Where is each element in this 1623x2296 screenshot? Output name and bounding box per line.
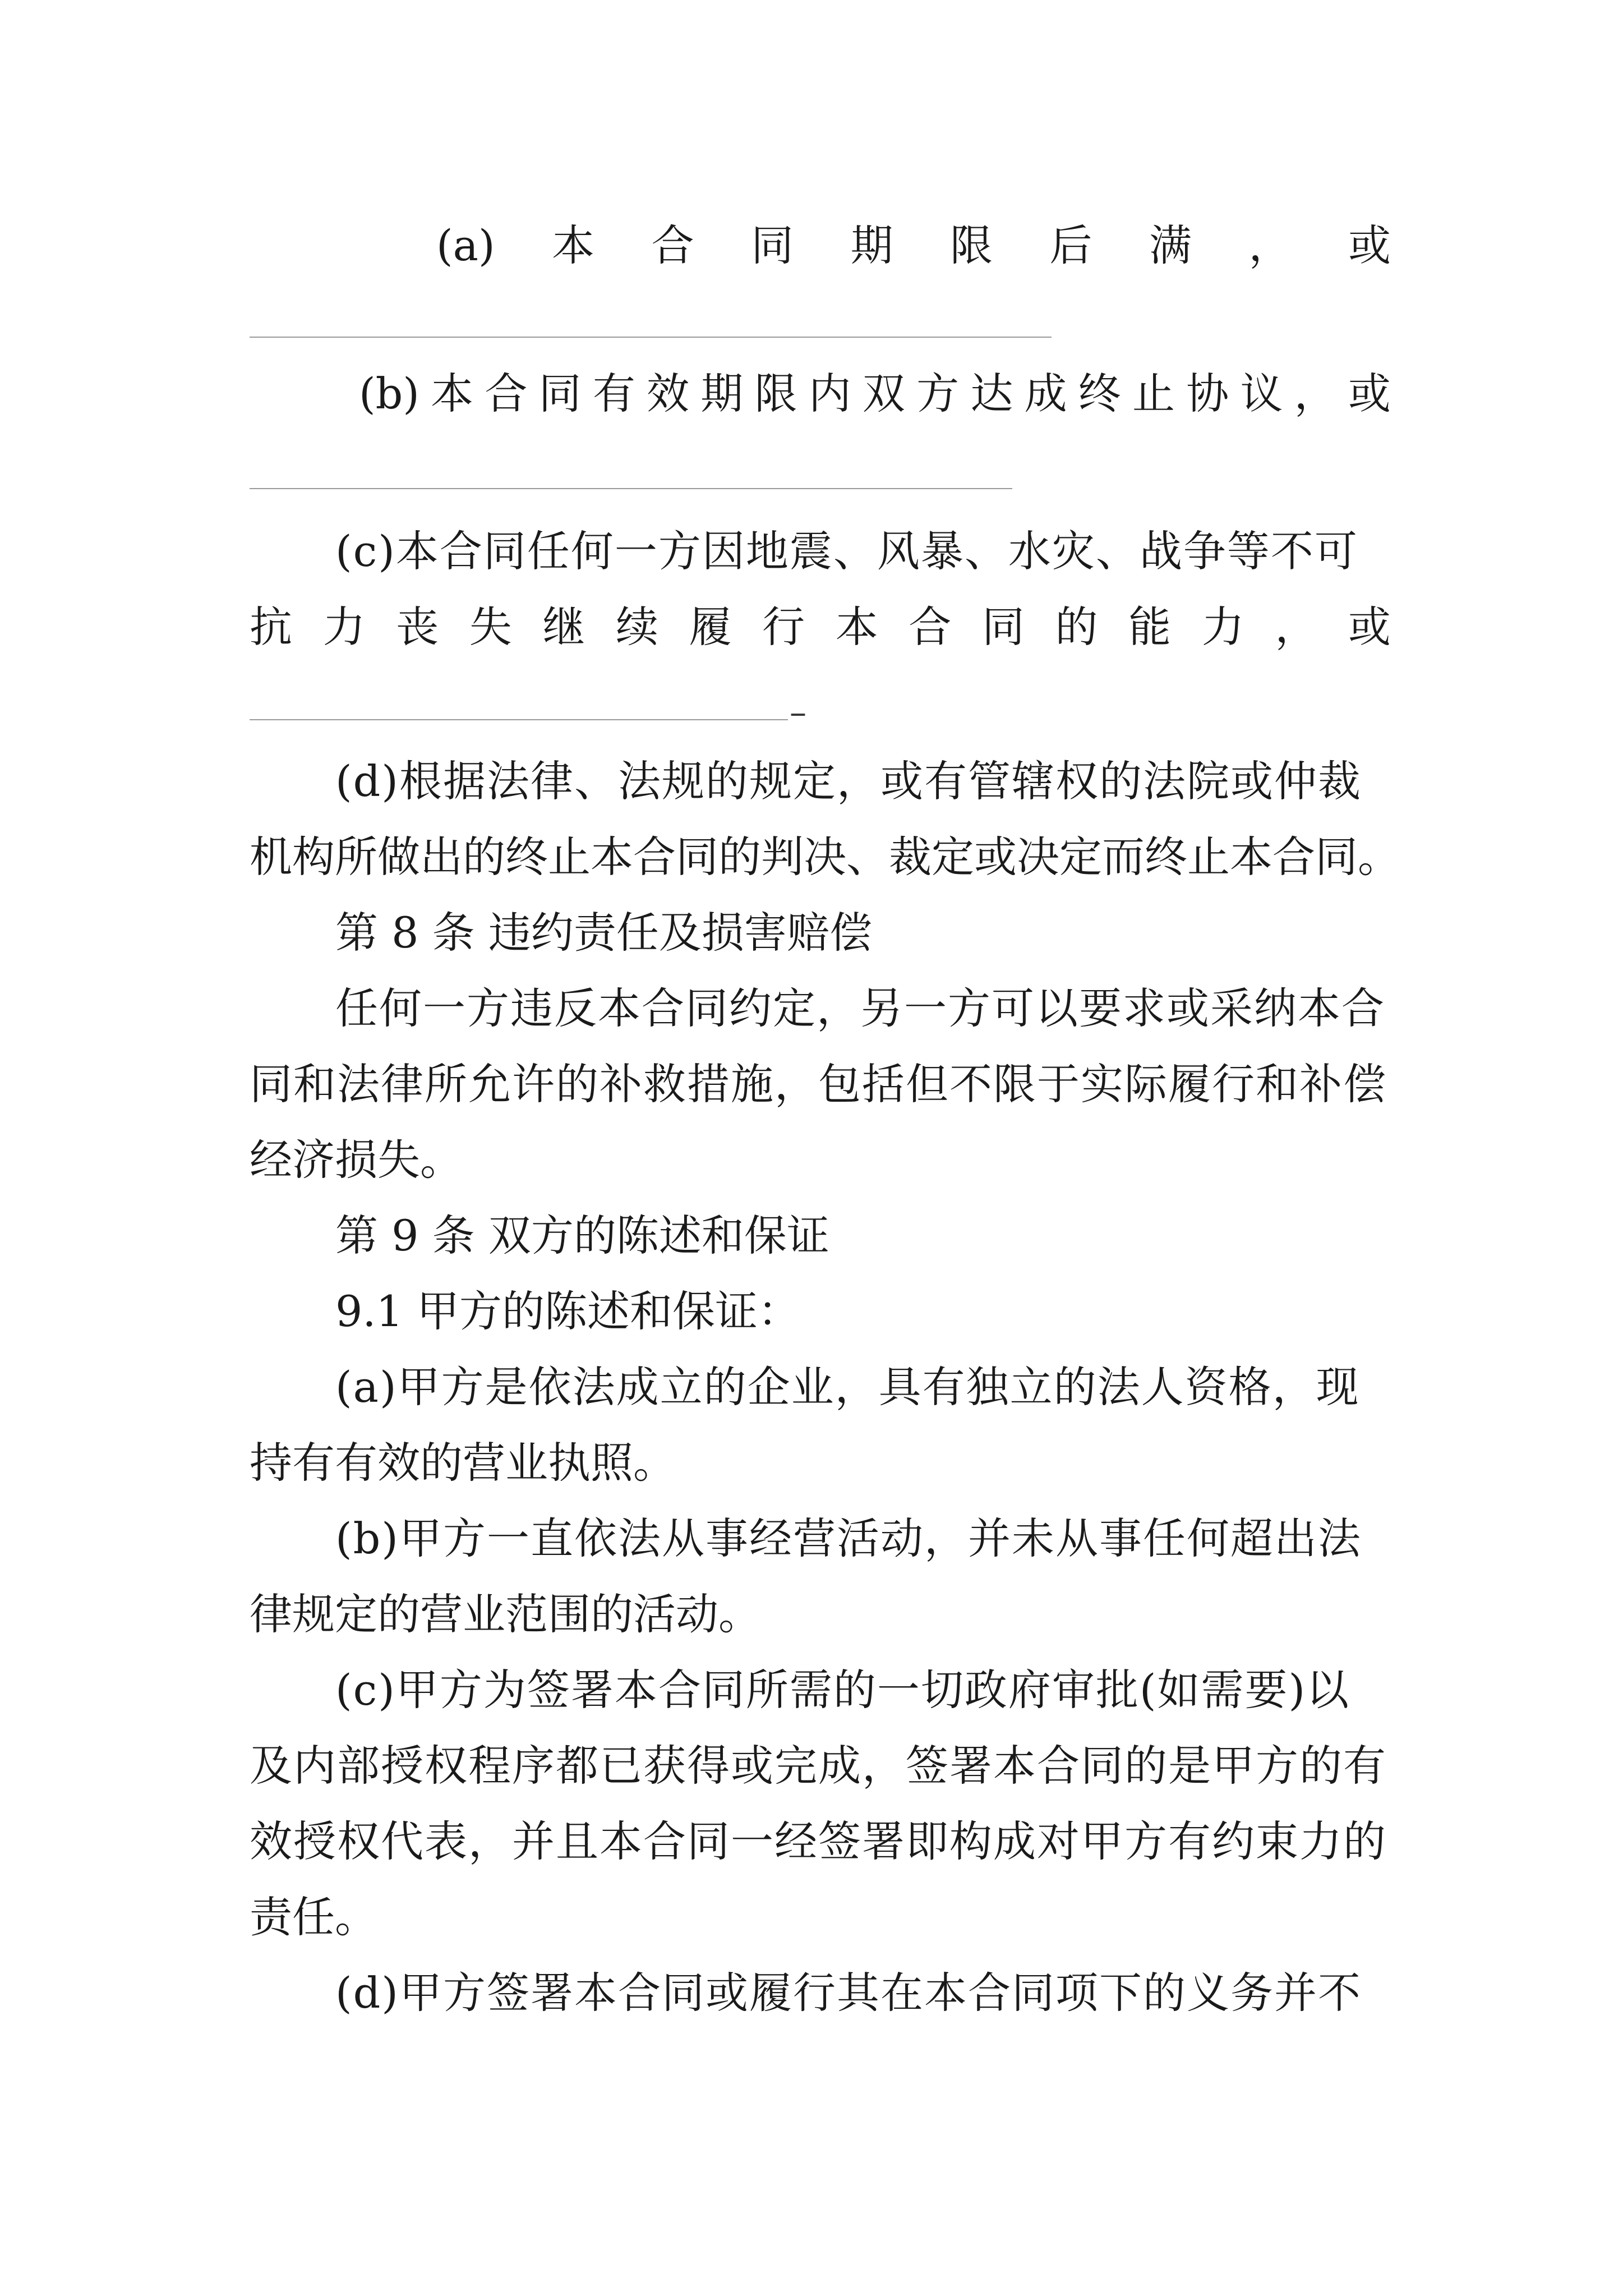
blank-underline xyxy=(250,488,1012,489)
blank-underline xyxy=(250,337,1052,338)
clause-a-char: 或 xyxy=(1348,220,1391,270)
clause-a-char: 合 xyxy=(651,220,694,270)
clause-a-char: 满 xyxy=(1149,220,1192,270)
article-9-b-line-1: (b)甲方一直依法从事经营活动，并未从事任何超出法 xyxy=(335,1513,1362,1563)
blank-underline xyxy=(250,719,788,720)
article-9-a-line-1: (a)甲方是依法成立的企业，具有独立的法人资格，现 xyxy=(335,1362,1360,1412)
clause-c-line-1: (c)本合同任何一方因地震、风暴、水灾、战争等不可 xyxy=(335,526,1358,576)
clause-c-line-2: 抗 力 丧 失 继 续 履 行 本 合 同 的 能 力 ， 或 xyxy=(250,602,1391,652)
clause-a-char: 同 xyxy=(751,220,794,270)
article-9-c-line-1: (c)甲方为签署本合同所需的一切政府审批(如需要)以 xyxy=(335,1665,1350,1715)
article-9-heading: 第 9 条 双方的陈述和保证 xyxy=(335,1211,829,1260)
clause-a-char: ， xyxy=(1248,220,1292,270)
clause-a-char: 后 xyxy=(1049,220,1092,270)
clause-a-char: 限 xyxy=(950,220,993,270)
clause-d-line-2: 机构所做出的终止本合同的判决、裁定或决定而终止本合同。 xyxy=(250,832,1400,882)
article-8-body-line-2: 同和法律所允许的补救措施，包括但不限于实际履行和补偿 xyxy=(250,1059,1387,1109)
dash-mark: – xyxy=(790,693,806,732)
clause-a-char: 本 xyxy=(552,220,595,270)
article-9-b-line-2: 律规定的营业范围的活动。 xyxy=(250,1589,761,1639)
article-8-body-line-1: 任何一方违反本合同约定，另一方可以要求或采纳本合 xyxy=(335,983,1385,1033)
article-9-1-heading: 9.1 甲方的陈述和保证： xyxy=(335,1286,801,1336)
clause-b-label: (b) xyxy=(359,369,419,418)
article-9-c-line-3: 效授权代表，并且本合同一经签署即构成对甲方有约束力的 xyxy=(250,1816,1387,1866)
article-9-c-line-2: 及内部授权程序都已获得或完成，签署本合同的是甲方的有 xyxy=(250,1741,1387,1791)
article-8-body-line-3: 经济损失。 xyxy=(250,1135,463,1185)
clause-a-line xyxy=(436,219,1391,273)
article-9-d-line-1: (d)甲方签署本合同或履行其在本合同项下的义务并不 xyxy=(335,1968,1362,2018)
article-9-c-line-4: 责任。 xyxy=(250,1892,377,1942)
clause-a-label: (a) xyxy=(436,220,495,270)
clause-a-char: 期 xyxy=(850,220,893,270)
article-8-heading: 第 8 条 违约责任及损害赔偿 xyxy=(335,908,872,958)
article-9-a-line-2: 持有有效的营业执照。 xyxy=(250,1438,676,1488)
clause-b-line: (b) 本 合 同 有 效 期 限 内 双 方 达 成 终 止 协 议 ， 或 xyxy=(359,367,1391,421)
clause-d-line-1: (d)根据法律、法规的规定，或有管辖权的法院或仲裁 xyxy=(335,756,1362,806)
